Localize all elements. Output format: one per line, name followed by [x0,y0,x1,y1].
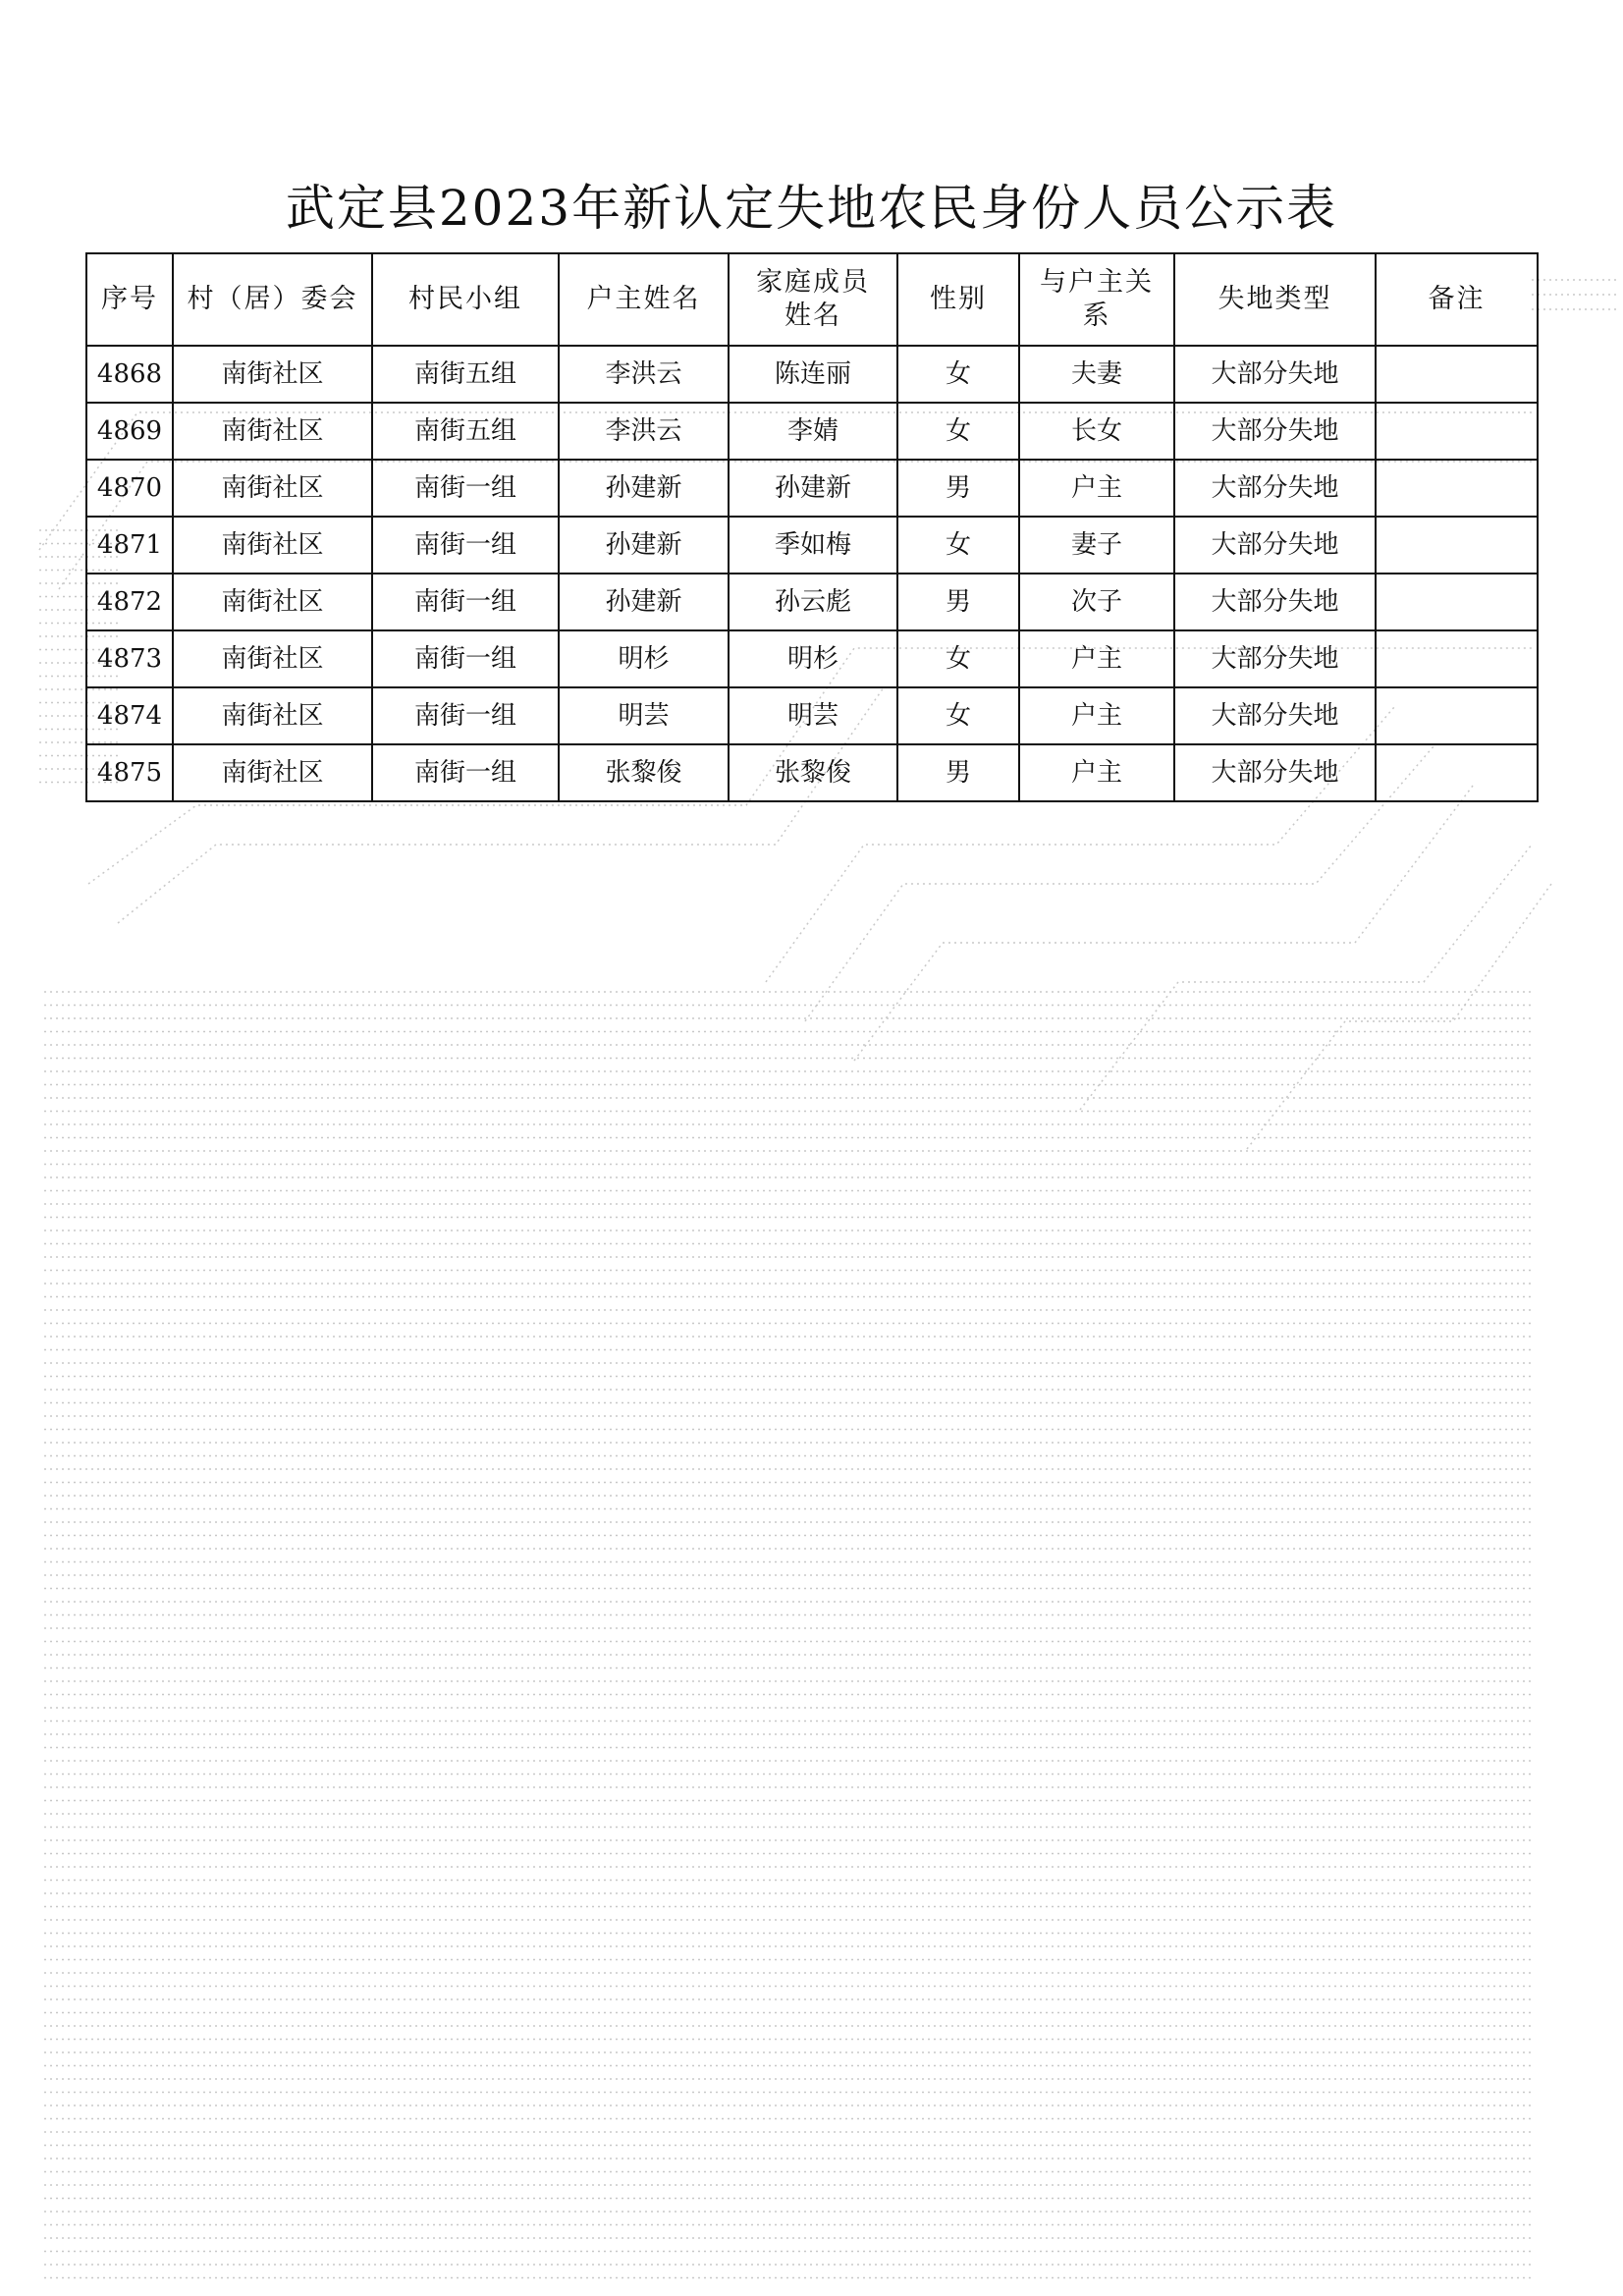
cell-loss-type: 大部分失地 [1174,687,1376,744]
header-line: 家庭成员 [756,267,870,298]
cell-group: 南街一组 [372,574,559,630]
cell-member: 明杉 [729,630,897,687]
header-line: 姓名 [784,301,841,331]
cell-group: 南街一组 [372,687,559,744]
cell-relation: 妻子 [1019,517,1174,574]
cell-seq: 4875 [86,744,173,801]
cell-seq: 4869 [86,403,173,460]
header-member [729,253,897,346]
cell-member: 季如梅 [729,517,897,574]
header-seq [86,253,173,346]
header-line: 序号 [101,284,158,314]
header-gender [897,253,1019,346]
cell-member: 明芸 [729,687,897,744]
cell-member: 张黎俊 [729,744,897,801]
header-loss-type [1174,253,1376,346]
header-line: 失地类型 [1217,284,1332,314]
cell-householder: 李洪云 [559,346,729,403]
table-row [86,403,1538,460]
cell-remarks [1376,460,1538,517]
table-row [86,460,1538,517]
cell-gender: 女 [897,630,1019,687]
cell-seq: 4874 [86,687,173,744]
table-row [86,744,1538,801]
cell-group: 南街一组 [372,744,559,801]
cell-gender: 女 [897,403,1019,460]
cell-member: 李婧 [729,403,897,460]
cell-loss-type: 大部分失地 [1174,744,1376,801]
cell-gender: 男 [897,574,1019,630]
cell-committee: 南街社区 [173,744,372,801]
cell-loss-type: 大部分失地 [1174,630,1376,687]
cell-member: 孙云彪 [729,574,897,630]
cell-seq: 4873 [86,630,173,687]
table-row [86,630,1538,687]
cell-gender: 女 [897,517,1019,574]
cell-gender: 女 [897,687,1019,744]
cell-remarks [1376,517,1538,574]
cell-committee: 南街社区 [173,517,372,574]
table-row [86,517,1538,574]
header-line: 系 [1082,301,1111,331]
cell-seq: 4871 [86,517,173,574]
cell-remarks [1376,403,1538,460]
cell-relation: 户主 [1019,744,1174,801]
header-relation [1019,253,1174,346]
cell-seq: 4870 [86,460,173,517]
cell-loss-type: 大部分失地 [1174,517,1376,574]
cell-group: 南街五组 [372,403,559,460]
table-row [86,574,1538,630]
cell-loss-type: 大部分失地 [1174,574,1376,630]
cell-remarks [1376,346,1538,403]
cell-group: 南街五组 [372,346,559,403]
cell-committee: 南街社区 [173,687,372,744]
cell-group: 南街一组 [372,460,559,517]
table-body [86,346,1538,801]
header-line: 性别 [930,284,987,314]
cell-loss-type: 大部分失地 [1174,346,1376,403]
cell-group: 南街一组 [372,630,559,687]
header-committee [173,253,372,346]
cell-householder: 明芸 [559,687,729,744]
cell-seq: 4872 [86,574,173,630]
page-title: 武定县2023年新认定失地农民身份人员公示表 [285,180,1338,237]
cell-committee: 南街社区 [173,574,372,630]
roster-table [85,252,1539,802]
cell-householder: 孙建新 [559,517,729,574]
cell-householder: 孙建新 [559,574,729,630]
cell-remarks [1376,744,1538,801]
cell-committee: 南街社区 [173,630,372,687]
cell-remarks [1376,687,1538,744]
cell-remarks [1376,630,1538,687]
table-row [86,687,1538,744]
cell-householder: 李洪云 [559,403,729,460]
cell-member: 陈连丽 [729,346,897,403]
cell-gender: 女 [897,346,1019,403]
header-line: 与户主关 [1040,267,1154,298]
header-line: 备注 [1428,284,1486,314]
cell-committee: 南街社区 [173,403,372,460]
cell-seq: 4868 [86,346,173,403]
cell-relation: 户主 [1019,687,1174,744]
cell-relation: 夫妻 [1019,346,1174,403]
cell-relation: 次子 [1019,574,1174,630]
header-remarks [1376,253,1538,346]
header-householder [559,253,729,346]
cell-gender: 男 [897,460,1019,517]
cell-remarks [1376,574,1538,630]
header-line: 村民小组 [408,284,522,314]
cell-committee: 南街社区 [173,460,372,517]
header-line: 村（居）委会 [187,284,358,314]
header-group [372,253,559,346]
cell-relation: 户主 [1019,460,1174,517]
cell-householder: 明杉 [559,630,729,687]
cell-loss-type: 大部分失地 [1174,460,1376,517]
header-line: 户主姓名 [586,284,701,314]
header-row [86,253,1538,346]
cell-group: 南街一组 [372,517,559,574]
cell-householder: 张黎俊 [559,744,729,801]
cell-relation: 户主 [1019,630,1174,687]
cell-relation: 长女 [1019,403,1174,460]
cell-committee: 南街社区 [173,346,372,403]
cell-loss-type: 大部分失地 [1174,403,1376,460]
cell-member: 孙建新 [729,460,897,517]
table-row [86,346,1538,403]
cell-householder: 孙建新 [559,460,729,517]
cell-gender: 男 [897,744,1019,801]
